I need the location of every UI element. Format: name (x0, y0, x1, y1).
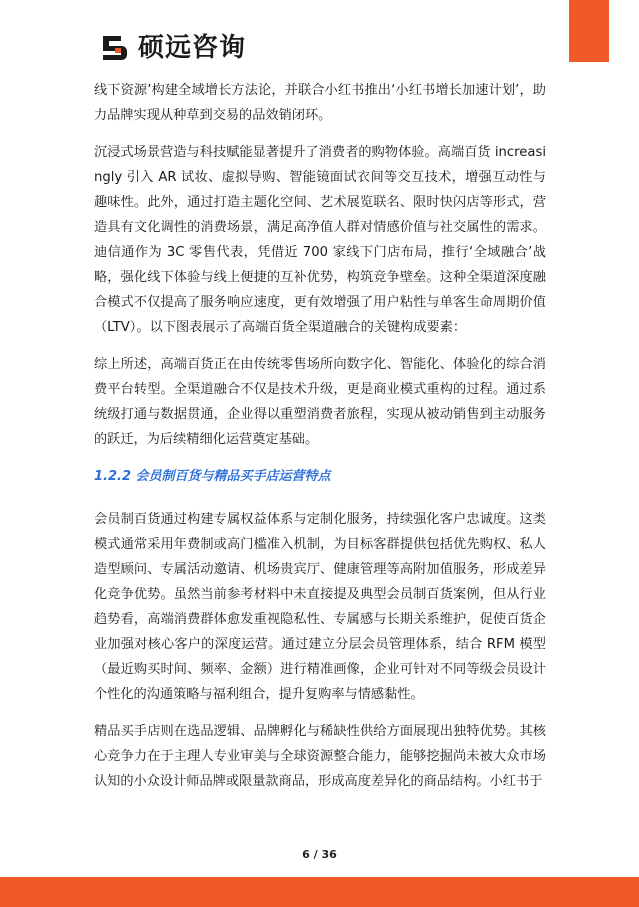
paragraph: 线下资源’构建全域增长方法论，并联合小红书推出‘小红书增长加速计划’，助力品牌实现从种草到交易的品效销闭环。 (94, 83, 546, 123)
section-heading: 1.2.2 会员制百货与精品买手店运营特点 (94, 469, 331, 484)
page-number: 6 / 36 (302, 848, 337, 861)
company-logo (100, 30, 246, 66)
sy-logo-mark-icon (100, 33, 130, 63)
document-body (94, 78, 546, 806)
paragraph: 沉浸式场景营造与科技赋能显著提升了消费者的购物体验。高端百货 increasingly 引入 AR 试妆、虚拟导购、智能镜面试衣间等交互技术，增强互动性与趣味性。此外，通过打造主题化空间、艺术展览联名、限时快闪店等形式，营造具有文化调性的消费场景，满足高净值人群对情感价值与社交属性的需求。迪信通作为 3C 零售代表，凭借近 700 家线下门店布局，推行‘全域融合’战略，强化线下体验与线上便捷的互补优势，构筑竞争壁垒。这种全渠道深度融合模式不仅提高了服务响应速度，更有效增强了用户粘性与单客生命周期价值（LTV）。以下图表展示了高端百货全渠道融合的关键构成要素： (94, 145, 546, 335)
paragraph: 精品买手店则在选品逻辑、品牌孵化与稀缺性供给方面展现出独特优势。其核心竞争力在于主理人专业审美与全球资源整合能力，能够挖掘尚未被大众市场认知的小众设计师品牌或限量款商品，形成高度差异化的商品结构。小红书于 (94, 724, 546, 789)
paragraph: 会员制百货通过构建专属权益体系与定制化服务，持续强化客户忠诚度。这类模式通常采用年费制或高门槛准入机制，为目标客群提供包括优先购权、私人造型顾问、专属活动邀请、机场贵宾厅、健康管理等高附加值服务，形成差异化竞争优势。虽然当前参考材料中未直接提及典型会员制百货案例，但从行业趋势看，高端消费群体愈发重视隐私性、专属感与长期关系维护，促使百货企业加强对核心客户的深度运营。通过建立分层会员管理体系，结合 RFM 模型（最近购买时间、频率、金额）进行精准画像，企业可针对不同等级会员设计个性化的沟通策略与福利组合，提升复购率与情感黏性。 (94, 512, 546, 702)
logo-text: 硕远咨询 (138, 33, 247, 63)
paragraph: 综上所述，高端百货正在由传统零售场所向数字化、智能化、体验化的综合消费平台转型。全渠道融合不仅是技术升级，更是商业模式重构的过程。通过系统级打通与数据贯通，企业得以重塑消费者旅程，实现从被动销售到主动服务的跃迁，为后续精细化运营奠定基础。 (94, 357, 546, 447)
header-accent-block (569, 0, 609, 62)
footer-accent-bar (0, 877, 639, 907)
